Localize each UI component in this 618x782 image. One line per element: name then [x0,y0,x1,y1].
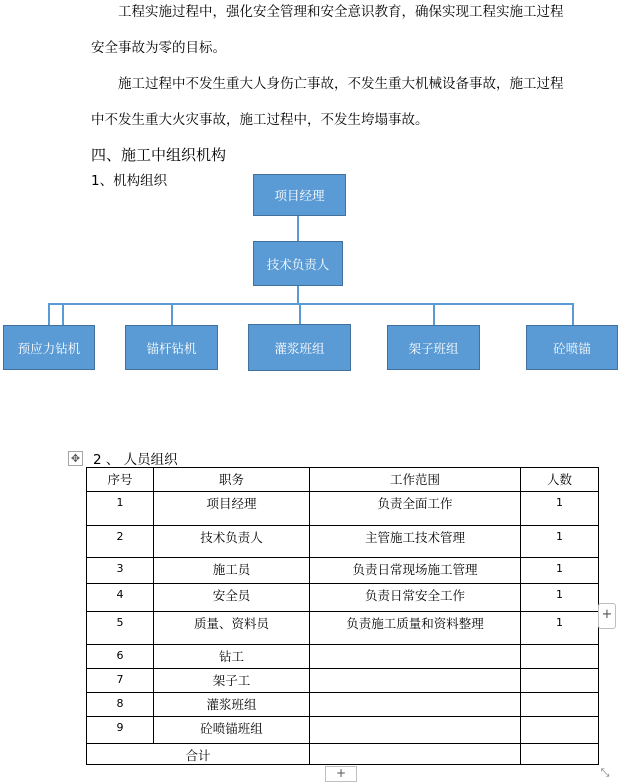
org-box-team: 预应力钻机 [3,325,95,370]
table-cell: 主管施工技术管理 [310,526,521,558]
staff-table [86,467,599,765]
table-row [87,669,599,693]
move-handle-icon[interactable]: ✥ [68,451,83,466]
table-cell: 9 [87,717,154,744]
table-cell: 1 [521,526,599,558]
table-cell: 1 [521,492,599,526]
header-cell: 序号 [87,468,154,492]
paragraph-line: 安全事故为零的目标。 [91,40,226,56]
org-box-team: 架子班组 [387,325,480,370]
table-cell [310,717,521,744]
table-cell: 负责全面工作 [310,492,521,526]
total-label: 合计 [87,744,310,765]
paragraph-line: 工程实施过程中，强化安全管理和安全意识教育，确保实现工程实施工过程 [118,4,564,20]
table-cell: 架子工 [154,669,310,693]
table-cell: 6 [87,645,154,669]
table-row [87,645,599,669]
table-cell [310,669,521,693]
org-box-project-manager: 项目经理 [253,174,346,216]
org-box-team: 锚杆钻机 [125,325,218,370]
table-cell [310,693,521,717]
paragraph-line: 施工过程中不发生重大人身伤亡事故，不发生重大机械设备事故，施工过程 [118,76,564,92]
table-cell: 7 [87,669,154,693]
table-cell [521,693,599,717]
table-cell: 安全员 [154,584,310,612]
table-cell: 3 [87,558,154,584]
table-cell: 负责日常安全工作 [310,584,521,612]
table-cell: 负责施工质量和资料整理 [310,612,521,645]
connector-line [48,303,573,305]
table-cell: 5 [87,612,154,645]
table-cell: 1 [87,492,154,526]
connector-line [171,303,173,325]
section-heading: 四、施工中组织机构 [91,146,227,164]
table-total-row [87,744,599,765]
header-cell: 职务 [154,468,310,492]
resize-handle-icon[interactable]: ⤡ [600,766,610,779]
add-column-icon[interactable]: + [598,603,616,629]
table-cell [521,645,599,669]
table-row [87,693,599,717]
table-cell [521,717,599,744]
personnel-heading-row [68,448,178,468]
table-cell: 1 [521,612,599,645]
table-cell [310,645,521,669]
add-row-icon[interactable]: + [325,766,357,782]
table-cell [521,744,599,765]
header-cell: 工作范围 [310,468,521,492]
connector-line [572,303,574,325]
table-row [87,717,599,744]
header-cell: 人数 [521,468,599,492]
table-cell: 1 [521,584,599,612]
table-cell: 施工员 [154,558,310,584]
connector-line [433,303,435,325]
table-cell [310,744,521,765]
paragraph-line: 中不发生重大火灾事故，施工过程中，不发生垮塌事故。 [91,112,429,128]
table-cell: 项目经理 [154,492,310,526]
table-row [87,612,599,645]
connector-line [297,216,299,241]
table-cell: 灌浆班组 [154,693,310,717]
table-cell: 技术负责人 [154,526,310,558]
connector-line [48,303,50,325]
org-box-team: 灌浆班组 [248,324,351,371]
table-cell: 2 [87,526,154,558]
table-cell: 砼喷锚班组 [154,717,310,744]
table-cell: 钻工 [154,645,310,669]
table-cell: 8 [87,693,154,717]
table-row [87,584,599,612]
connector-line [299,303,301,324]
table-cell: 1 [521,558,599,584]
connector-line [62,303,64,325]
table-header-row [87,468,599,492]
table-cell: 质量、资料员 [154,612,310,645]
subsection-heading: 1、机构组织 [91,173,168,189]
connector-line [297,286,299,304]
org-box-team: 砼喷锚 [526,325,618,370]
table-cell [521,669,599,693]
table-cell: 负责日常现场施工管理 [310,558,521,584]
table-row [87,558,599,584]
table-row [87,526,599,558]
personnel-heading: 2 、 人员组织 [93,452,178,468]
table-cell: 4 [87,584,154,612]
table-row [87,492,599,526]
org-box-tech-lead: 技术负责人 [253,241,343,286]
